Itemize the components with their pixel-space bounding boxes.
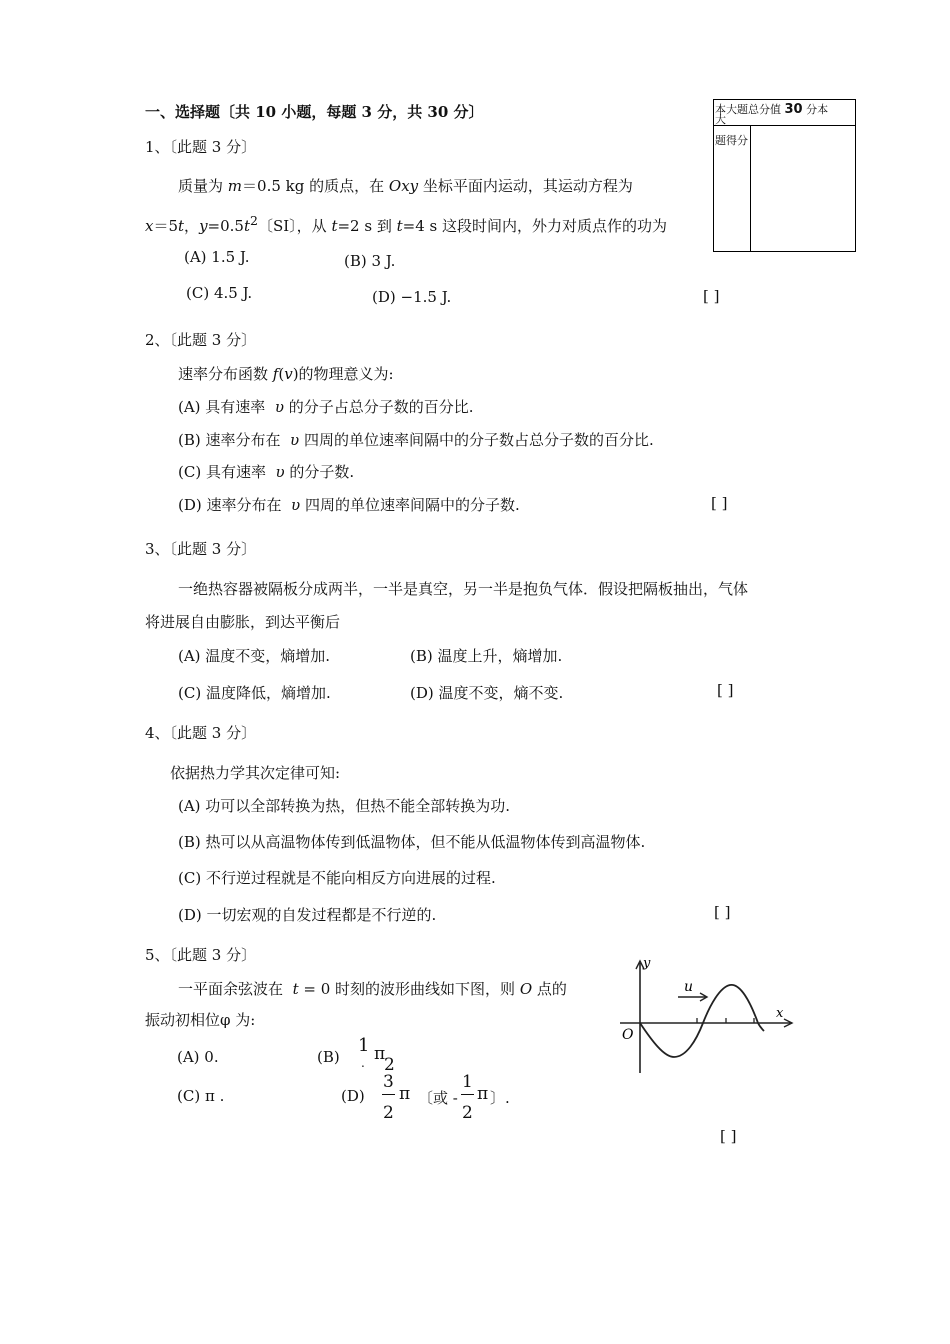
- q2-option-c: (C) 具有速率 υ 的分子数.: [178, 463, 355, 481]
- q5-option-d-denominator: 2: [383, 1103, 394, 1123]
- q1-option-d: (D) −1.5 J.: [372, 288, 452, 306]
- q4-header: 4、〔此题 3 分〕: [145, 724, 257, 742]
- score-box-header: [714, 100, 855, 126]
- score-box-label-3: 题得分: [715, 134, 748, 147]
- q5-option-d-pi: π: [399, 1084, 411, 1104]
- score-box-total: 30: [784, 102, 803, 117]
- score-box-label-2: 大: [715, 113, 726, 126]
- q3-stem-line2: 将进展自由膨胀，到达平衡后: [145, 613, 341, 631]
- q1-stem-line1: 质量为 m＝0.5 kg 的质点，在 Oxy 坐标平面内运动，其运动方程为: [178, 177, 633, 195]
- q4-option-d: (D) 一切宏观的自发过程都是不行逆的.: [178, 906, 437, 924]
- velocity-label: u: [684, 979, 694, 995]
- q5-option-d-alt-suffix: 〕.: [490, 1089, 510, 1107]
- q1-header: 1、〔此题 3 分〕: [145, 138, 257, 156]
- q3-option-a: (A) 温度不变，熵增加.: [178, 647, 331, 665]
- q5-option-b-dot: .: [361, 1056, 365, 1070]
- q5-wave-figure: [612, 955, 802, 1080]
- q1-stem-line2: x＝5t，$y=0.5t^2$〔SI〕，从 t=2 s 到 t=4 s 这段时间内，外力对质点作的功为: [145, 213, 668, 235]
- q5-header: 5、〔此题 3 分〕: [145, 946, 257, 964]
- q1-option-b: (B) 3 J.: [344, 252, 396, 270]
- q5-option-b-label: (B): [317, 1048, 340, 1066]
- score-box-divider: [750, 126, 751, 252]
- q2-option-a: (A) 具有速率 υ 的分子占总分子数的百分比.: [178, 398, 474, 416]
- q2-option-b: (B) 速率分布在 υ 四周的单位速率间隔中的分子数占总分子数的百分比.: [178, 431, 654, 449]
- q5-option-b-numerator: 1: [358, 1035, 370, 1056]
- q5-option-d-alt-prefix: 〔或 -: [418, 1089, 458, 1107]
- q5-option-b-denominator: 2: [384, 1055, 395, 1075]
- q1-option-c: (C) 4.5 J.: [186, 284, 253, 302]
- score-box: [713, 99, 856, 252]
- q5-option-d-alt-denominator: 2: [462, 1103, 473, 1123]
- q2-header: 2、〔此题 3 分〕: [145, 331, 257, 349]
- q5-option-b-pi: π: [374, 1044, 386, 1064]
- q5-option-a: (A) 0.: [177, 1048, 219, 1066]
- q1-option-a: (A) 1.5 J.: [184, 248, 250, 266]
- q5-stem-line1: 一平面余弦波在 t = 0 时刻的波形曲线如下图，则 O 点的: [178, 980, 567, 998]
- q5-option-c: (C) π .: [177, 1087, 225, 1105]
- q5-stem-line2: 振动初相位φ 为:: [145, 1011, 256, 1029]
- q3-header: 3、〔此题 3 分〕: [145, 540, 257, 558]
- y-axis-label: y: [643, 956, 651, 971]
- q5-option-d-numerator: 3: [383, 1072, 394, 1092]
- wave-curve: [640, 985, 764, 1057]
- origin-label: O: [622, 1027, 634, 1043]
- score-box-unit: 分本: [806, 103, 829, 116]
- q5-option-d-fraction-bar: [382, 1094, 395, 1095]
- q5-option-d-label: (D): [341, 1087, 365, 1105]
- q3-option-b: (B) 温度上升，熵增加.: [410, 647, 563, 665]
- q3-answer-bracket[interactable]: [ ]: [717, 681, 734, 699]
- q4-option-a: (A) 功可以全部转换为热，但热不能全部转换为功.: [178, 797, 511, 815]
- q1-answer-bracket[interactable]: [ ]: [703, 287, 720, 305]
- q2-option-d: (D) 速率分布在 υ 四周的单位速率间隔中的分子数.: [178, 496, 520, 514]
- q3-option-c: (C) 温度降低，熵增加.: [178, 684, 331, 702]
- q3-stem-line1: 一绝热容器被隔板分成两半，一半是真空，另一半是抱负气体．假设把隔板抽出，气体: [178, 580, 749, 598]
- q4-stem: 依据热力学其次定律可知:: [170, 764, 341, 782]
- q5-option-d-alt-numerator: 1: [462, 1072, 473, 1092]
- q4-option-c: (C) 不行逆过程就是不能向相反方向进展的过程.: [178, 869, 496, 887]
- score-box-label: 本大题总分值: [715, 103, 781, 116]
- q4-answer-bracket[interactable]: [ ]: [714, 903, 731, 921]
- x-axis-label: x: [776, 1006, 784, 1021]
- q5-option-d-alt-pi: π: [477, 1084, 489, 1104]
- section-title: 一、选择题〔共 10 小题，每题 3 分，共 30 分〕: [145, 103, 484, 121]
- q5-answer-bracket[interactable]: [ ]: [720, 1127, 737, 1145]
- q2-stem: 速率分布函数 f(v)的物理意义为:: [178, 365, 394, 383]
- q5-option-d-alt-fraction-bar: [461, 1094, 474, 1095]
- q4-option-b: (B) 热可以从高温物体传到低温物体，但不能从低温物体传到高温物体.: [178, 833, 646, 851]
- q2-answer-bracket[interactable]: [ ]: [711, 494, 728, 512]
- q3-option-d: (D) 温度不变，熵不变.: [410, 684, 564, 702]
